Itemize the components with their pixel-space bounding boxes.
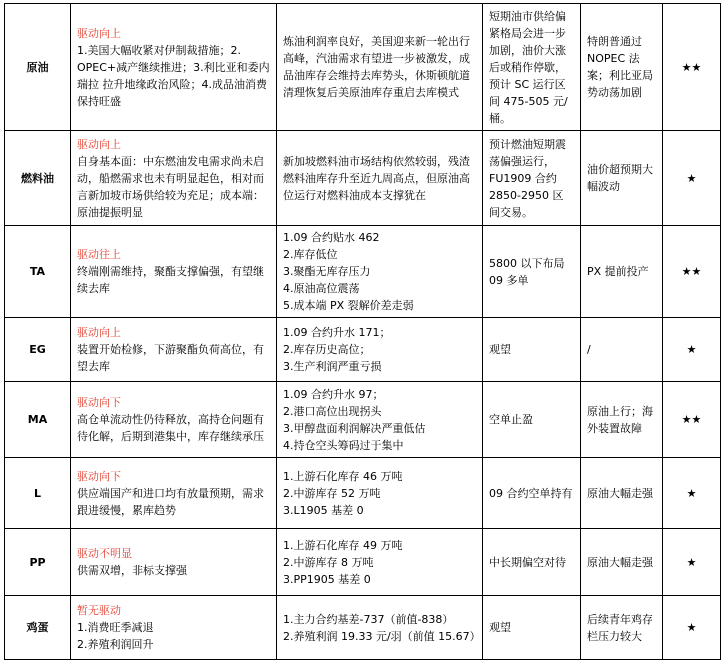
risk-cell bbox=[581, 4, 663, 131]
detail-cell bbox=[277, 529, 483, 596]
strategy-text: 短期油市供给偏紧格局会进一步加剧，油价大涨后或稍作停歇，预计 SC 运行区间 475-505 元/桶。 bbox=[489, 9, 568, 125]
risk-cell bbox=[581, 131, 663, 226]
strategy-text: 预计燃油短期震荡偏强运行，FU1909 合约 2850-2950 区间交易。 bbox=[489, 137, 566, 219]
risk-cell bbox=[581, 226, 663, 318]
commodity-name: L bbox=[5, 458, 71, 529]
detail-line: 3.L1905 基差 0 bbox=[283, 503, 364, 517]
table-row bbox=[5, 529, 721, 596]
rating-stars: ★ bbox=[663, 529, 721, 596]
driver-description: 1.美国大幅收紧对伊制裁措施；2. OPEC+减产继续推进；3.利比亚和委内瑞拉 拉升地缘政治风险；4.成品油消费保持旺盛 bbox=[77, 43, 270, 108]
detail-line: 1.09 合约贴水 462 bbox=[283, 231, 380, 244]
detail-line: 3.生产利润严重亏损 bbox=[283, 360, 382, 373]
driver-label: 驱动向上 bbox=[77, 137, 121, 151]
commodity-name: 原油 bbox=[5, 4, 71, 131]
rating-stars: ★★ bbox=[663, 226, 721, 318]
strategy-text: 中长期偏空对待 bbox=[489, 555, 566, 569]
driver-label: 驱动往上 bbox=[77, 248, 121, 261]
strategy-text: 观望 bbox=[489, 343, 511, 356]
driver-label: 暂无驱动 bbox=[77, 604, 121, 617]
table-row bbox=[5, 458, 721, 529]
driver-description: 自身基本面：中东燃油发电需求尚未启动，船燃需求也未有明显起色，相对而言新加坡市场供给较为充足；成本端：原油提振明显 bbox=[77, 154, 264, 219]
driver-description: 供应端国产和进口均有放量预期，需求跟进缓慢，累库趋势 bbox=[77, 486, 264, 517]
risk-cell bbox=[581, 458, 663, 529]
commodity-name: TA bbox=[5, 226, 71, 318]
strategy-cell bbox=[483, 458, 581, 529]
table-row bbox=[5, 4, 721, 131]
detail-cell bbox=[277, 318, 483, 382]
strategy-cell bbox=[483, 226, 581, 318]
detail-cell bbox=[277, 596, 483, 660]
risk-text: PX 提前投产 bbox=[587, 265, 649, 278]
detail-line: 1.09 合约升水 171； bbox=[283, 326, 391, 339]
risk-text: 原油大幅走强 bbox=[587, 555, 653, 569]
table-row bbox=[5, 226, 721, 318]
driver-description: 1.消费旺季减退 bbox=[77, 621, 154, 634]
risk-text: 原油上行；海外装置故障 bbox=[587, 404, 653, 435]
driver-cell bbox=[71, 131, 277, 226]
detail-line: 4.持仓空头筹码过于集中 bbox=[283, 438, 404, 452]
detail-cell bbox=[277, 131, 483, 226]
driver-cell bbox=[71, 529, 277, 596]
risk-text: 原油大幅走强 bbox=[587, 486, 653, 500]
table-row bbox=[5, 318, 721, 382]
risk-cell bbox=[581, 318, 663, 382]
detail-line: 5.成本端 PX 裂解价差走弱 bbox=[283, 299, 414, 312]
commodity-name: PP bbox=[5, 529, 71, 596]
rating-stars: ★★ bbox=[663, 382, 721, 458]
strategy-cell bbox=[483, 4, 581, 131]
strategy-text: 空单止盈 bbox=[489, 413, 533, 426]
detail-line: 2.港口高位出现拐头 bbox=[283, 404, 382, 418]
driver-label: 驱动向下 bbox=[77, 396, 121, 409]
detail-line: 2.中游库存 52 万吨 bbox=[283, 486, 381, 500]
commodity-name: 鸡蛋 bbox=[5, 596, 71, 660]
rating-stars: ★ bbox=[663, 318, 721, 382]
detail-cell bbox=[277, 382, 483, 458]
strategy-text: 5800 以下布局 09 多单 bbox=[489, 256, 565, 287]
driver-cell bbox=[71, 318, 277, 382]
detail-line: 2.库存低位 bbox=[283, 248, 338, 261]
detail-cell bbox=[277, 226, 483, 318]
strategy-text: 09 合约空单持有 bbox=[489, 486, 573, 500]
commodity-name: MA bbox=[5, 382, 71, 458]
detail-cell bbox=[277, 4, 483, 131]
rating-stars: ★ bbox=[663, 131, 721, 226]
table-row bbox=[5, 131, 721, 226]
driver-description: 2.养殖利润回升 bbox=[77, 638, 154, 651]
strategy-cell bbox=[483, 529, 581, 596]
driver-description: 高仓单流动性仍待释放，高持仓问题有待化解，后期到港集中，库存继续承压 bbox=[77, 413, 264, 443]
detail-line: 2.中游库存 8 万吨 bbox=[283, 555, 374, 569]
rating-stars: ★ bbox=[663, 596, 721, 660]
driver-label: 驱动向上 bbox=[77, 26, 121, 40]
detail-line: 4.原油高位震荡 bbox=[283, 282, 360, 295]
risk-text: 油价超预期大幅波动 bbox=[587, 163, 653, 193]
rating-stars: ★★ bbox=[663, 4, 721, 131]
driver-cell bbox=[71, 382, 277, 458]
detail-line: 1.上游石化库存 46 万吨 bbox=[283, 469, 403, 483]
detail-line: 新加坡燃料油市场结构依然较弱，残渣燃料油库存升至近九周高点，但原油高位运行对燃料油成本支撑犹在 bbox=[283, 154, 470, 202]
driver-label: 驱动向上 bbox=[77, 326, 121, 339]
commodity-strategy-table bbox=[4, 3, 721, 660]
risk-text: 特朗普通过 NOPEC 法案；利比亚局势动荡加剧 bbox=[587, 35, 653, 99]
strategy-cell bbox=[483, 596, 581, 660]
strategy-text: 观望 bbox=[489, 621, 511, 634]
strategy-cell bbox=[483, 318, 581, 382]
table-row bbox=[5, 382, 721, 458]
driver-description: 终端刚需维持，聚酯支撑偏强，有望继续去库 bbox=[77, 265, 264, 295]
driver-description: 供需双增，非标支撑强 bbox=[77, 564, 187, 577]
risk-text: 后续青年鸡存栏压力较大 bbox=[587, 612, 653, 643]
commodity-name: EG bbox=[5, 318, 71, 382]
risk-cell bbox=[581, 529, 663, 596]
driver-description: 装置开始检修，下游聚酯负荷高位，有望去库 bbox=[77, 343, 264, 373]
risk-text: / bbox=[587, 343, 591, 356]
detail-line: 3.PP1905 基差 0 bbox=[283, 572, 371, 586]
detail-line: 3.甲醇盘面利润解决严重低估 bbox=[283, 421, 426, 435]
risk-cell bbox=[581, 382, 663, 458]
detail-line: 1.09 合约升水 97； bbox=[283, 387, 384, 401]
detail-cell bbox=[277, 458, 483, 529]
strategy-cell bbox=[483, 382, 581, 458]
driver-cell bbox=[71, 4, 277, 131]
detail-line: 2.库存历史高位； bbox=[283, 343, 371, 356]
detail-line: 3.聚酯无库存压力 bbox=[283, 265, 371, 278]
detail-line: 1.上游石化库存 49 万吨 bbox=[283, 538, 403, 552]
detail-line: 炼油利润率良好，美国迎来新一轮出行高峰，汽油需求有望进一步被激发，成品油库存会维持去库势头，休斯顿航道清理恢复后美原油库存重启去库模式 bbox=[283, 35, 470, 99]
table-row bbox=[5, 596, 721, 660]
strategy-cell bbox=[483, 131, 581, 226]
commodity-name: 燃料油 bbox=[5, 131, 71, 226]
driver-cell bbox=[71, 458, 277, 529]
risk-cell bbox=[581, 596, 663, 660]
driver-cell bbox=[71, 596, 277, 660]
detail-line: 1.主力合约基差-737（前值-838） bbox=[283, 612, 454, 626]
driver-label: 驱动向下 bbox=[77, 469, 121, 483]
driver-cell bbox=[71, 226, 277, 318]
rating-stars: ★ bbox=[663, 458, 721, 529]
driver-label: 驱动不明显 bbox=[77, 547, 132, 560]
detail-line: 2.养殖利润 19.33 元/羽（前值 15.67） bbox=[283, 629, 481, 643]
